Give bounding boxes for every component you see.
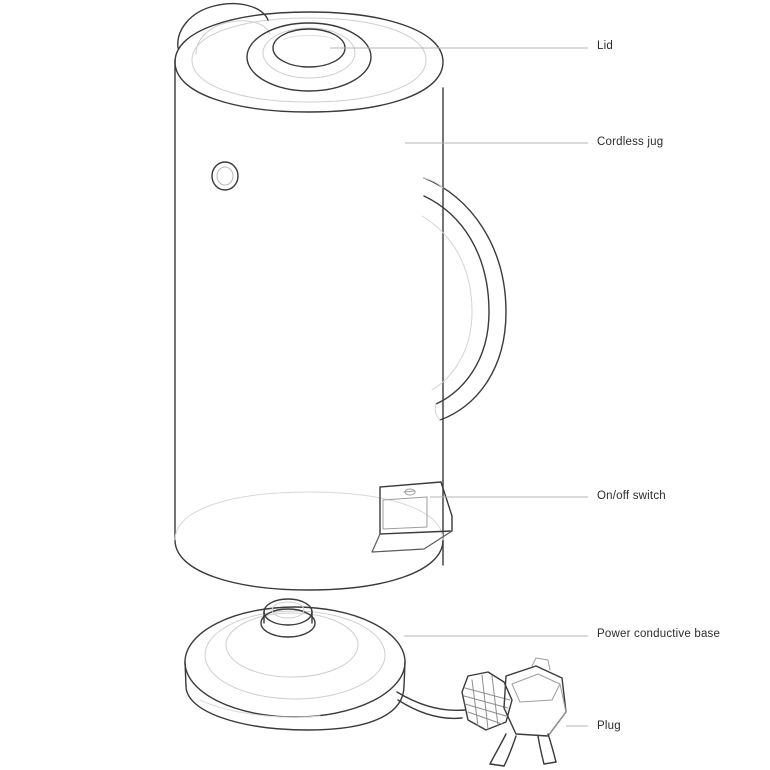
plug	[462, 658, 566, 766]
leader-lines	[330, 48, 588, 726]
on-off-switch	[372, 482, 452, 552]
power-conductive-base	[185, 599, 405, 730]
lid	[247, 23, 371, 91]
label-power-conductive-base: Power conductive base	[597, 628, 721, 640]
jug-body-outline	[175, 60, 443, 590]
jug-handle	[422, 178, 506, 420]
label-cordless-jug: Cordless jug	[597, 136, 664, 148]
power-cord	[397, 692, 465, 718]
label-lid: Lid	[597, 40, 613, 52]
label-on-off-switch: On/off switch	[597, 490, 666, 502]
jug-spout	[178, 4, 270, 54]
label-plug: Plug	[597, 720, 621, 732]
water-level-indicator	[212, 162, 238, 190]
